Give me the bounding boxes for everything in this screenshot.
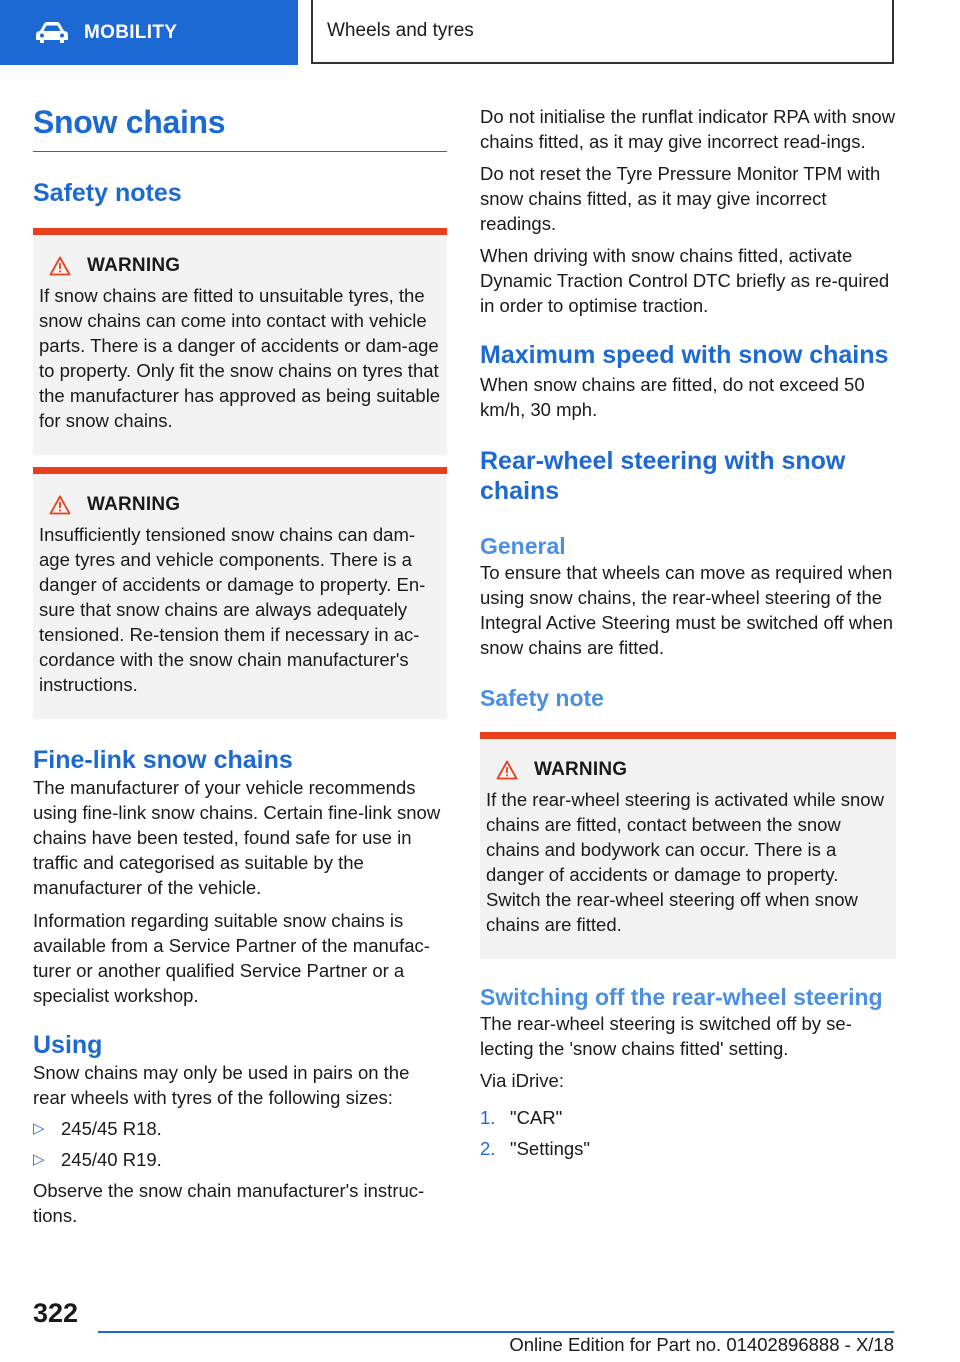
list-item-text: "Settings" [510, 1138, 590, 1159]
max-speed-heading: Maximum speed with snow chains [480, 341, 889, 369]
section-tab[interactable] [0, 0, 298, 65]
paragraph: Information regarding suitable snow chains is available from a Service Partner of the manufac-turer or another qualified Service Partner or a specialist workshop. [33, 910, 430, 1006]
paragraph: To ensure that wheels can move as required when using snow chains, the rear-wheel steering of the Integral Active Steering must be switched off when snow chains are fitted. [480, 562, 894, 658]
warning-triangle-icon [496, 760, 518, 780]
paragraph: When snow chains are fitted, do not exceed 50 km/h, 30 mph. [480, 374, 865, 420]
paragraph: Do not initialise the runflat indicator RPA with snow chains fitted, as it may give incorrect read-ings. [480, 106, 896, 152]
rear-wheel-heading: Rear-wheel steering with snow chains [480, 447, 846, 505]
using-heading: Using [33, 1031, 103, 1059]
list-item [480, 1136, 896, 1161]
warning-box [480, 732, 896, 959]
warning-triangle-icon [49, 256, 71, 276]
paragraph: The manufacturer of your vehicle recommends using fine-link snow chains. Certain fine-link snow chains have been tested, found safe for use in traffic and categorised as suitable by the manufacturer of the vehicle. [33, 777, 441, 898]
list-item [33, 1147, 447, 1172]
list-item-text: 245/45 R18. [61, 1118, 162, 1139]
paragraph: Observe the snow chain manufacturer's instruc-tions. [33, 1180, 425, 1226]
footer-divider [98, 1331, 894, 1333]
warning-title: WARNING [87, 494, 181, 515]
warning-title: WARNING [87, 255, 181, 276]
safety-notes-heading: Safety notes [33, 179, 182, 207]
step-number: 2. [480, 1138, 496, 1159]
left-column [33, 100, 447, 1228]
bullet-triangle-icon: ▷ [33, 1120, 45, 1137]
section-header [311, 0, 894, 64]
warning-header [49, 255, 441, 277]
fine-link-heading: Fine-link snow chains [33, 746, 293, 774]
paragraph: The rear-wheel steering is switched off by se-lecting the 'snow chains fitted' setting. [480, 1013, 852, 1059]
warning-text: Insufficiently tensioned snow chains can dam-age tyres and vehicle components. There is a danger of accidents or damage to property. En-sure that snow chains are always adequately tensioned. Re-tension them if necessary in ac-cordance with the snow chain manufacturer's instructions. [39, 524, 426, 695]
list-item-text: 245/40 R19. [61, 1149, 162, 1170]
steps-list [480, 1105, 896, 1161]
step-number: 1. [480, 1107, 496, 1128]
general-heading: General [480, 533, 566, 559]
list-item [480, 1105, 896, 1130]
paragraph: Snow chains may only be used in pairs on the rear wheels with tyres of the following sizes: [33, 1062, 410, 1108]
paragraph: Via iDrive: [480, 1070, 564, 1091]
edition-text: Online Edition for Part no. 01402896888 - X/18 [509, 1334, 894, 1355]
size-list [33, 1116, 447, 1172]
warning-header [496, 759, 890, 781]
warning-header [49, 494, 441, 516]
tab-label: MOBILITY [84, 21, 178, 43]
car-icon [34, 21, 70, 45]
warning-box [33, 228, 447, 455]
list-item [33, 1116, 447, 1141]
page-title: Snow chains [33, 104, 447, 152]
list-item-text: "CAR" [510, 1107, 563, 1128]
section-label: Wheels and tyres [327, 20, 474, 41]
right-column [480, 104, 896, 1161]
warning-triangle-icon [49, 495, 71, 515]
paragraph: When driving with snow chains fitted, activate Dynamic Traction Control DTC briefly as re-quired in order to optimise traction. [480, 245, 890, 316]
warning-text: If the rear-wheel steering is activated while snow chains are fitted, contact between the snow chains and bodywork can occur. There is a danger of accidents or damage to property. Switch the rear-wheel steering off when snow chains are fitted. [486, 789, 884, 935]
warning-text: If snow chains are fitted to unsuitable tyres, the snow chains can come into contact with vehicle parts. There is a danger of accidents or dam-age to property. Only fit the snow chains on tyres that the manufacturer has approved as being suitable for snow chains. [39, 285, 441, 431]
switch-off-heading: Switching off the rear-wheel steering [480, 984, 883, 1010]
warning-box [33, 467, 447, 719]
safety-note-heading: Safety note [480, 685, 604, 711]
bullet-triangle-icon: ▷ [33, 1151, 45, 1168]
paragraph: Do not reset the Tyre Pressure Monitor TPM with snow chains fitted, as it may give incorrect readings. [480, 163, 881, 234]
page-number: 322 [33, 1298, 79, 1328]
warning-title: WARNING [534, 759, 628, 780]
